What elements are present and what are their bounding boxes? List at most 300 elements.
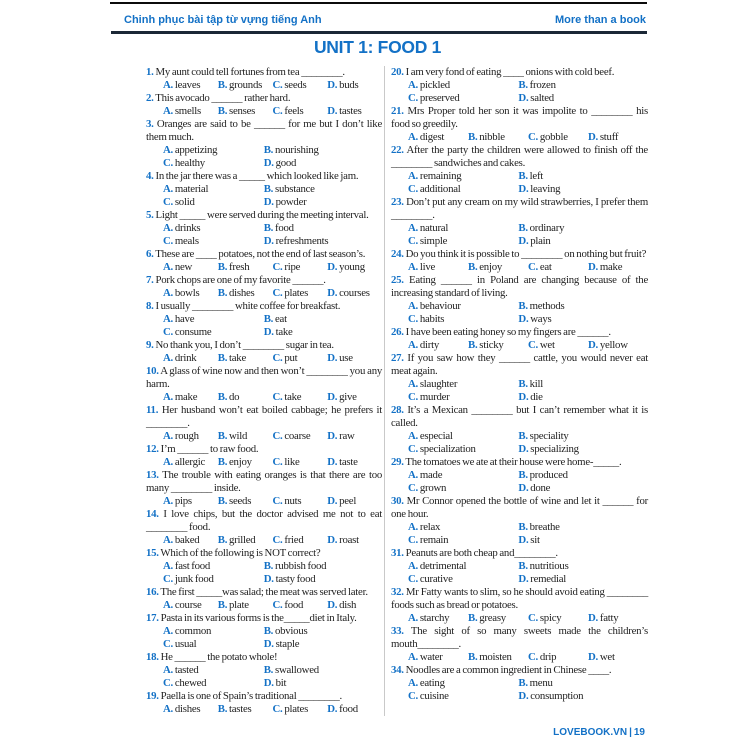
options — [146, 352, 382, 365]
option-text: fried — [282, 534, 304, 546]
option-text: ordinary — [527, 222, 565, 234]
option-letter: B. — [217, 261, 228, 273]
question-number: 25. — [391, 274, 404, 286]
option-text: slaughter — [418, 378, 458, 390]
answer-option — [264, 664, 382, 677]
option-text: tasted — [173, 664, 199, 676]
option-text: frozen — [527, 79, 556, 91]
question-text: I usually ________ white coffee for breakfast. — [155, 300, 341, 312]
option-letter: B. — [217, 79, 228, 91]
option-letter: B. — [217, 105, 228, 117]
footer-brand: LOVEBOOK.VN — [553, 727, 628, 738]
option-letter: D. — [327, 703, 338, 715]
option-letter: D. — [588, 131, 598, 143]
option-text: swallowed — [273, 664, 319, 676]
option-text: menu — [527, 677, 553, 689]
answer-option — [327, 534, 382, 547]
option-letter: A. — [163, 430, 173, 442]
option-letter: A. — [163, 313, 173, 325]
answer-option — [163, 599, 218, 612]
option-letter: A. — [163, 625, 173, 637]
options — [391, 521, 648, 547]
question-number: 8. — [146, 300, 154, 312]
option-text: live — [418, 261, 436, 273]
option-text: seeds — [282, 79, 307, 91]
answer-option — [264, 196, 382, 209]
question-paragraph — [146, 118, 382, 144]
option-text: rubbish food — [273, 560, 327, 572]
answer-option — [327, 703, 382, 716]
option-text: wild — [227, 430, 248, 442]
option-letter: B. — [263, 664, 274, 676]
option-letter: D. — [327, 456, 338, 468]
option-letter: B. — [217, 599, 228, 611]
answer-option — [408, 131, 468, 144]
option-letter: B. — [518, 222, 528, 234]
question-number: 9. — [146, 339, 154, 351]
option-text: obvious — [273, 625, 308, 637]
option-text: eating — [418, 677, 445, 689]
answer-option — [518, 235, 648, 248]
question-paragraph — [391, 326, 648, 339]
option-text: curative — [418, 573, 453, 585]
option-letter: D. — [588, 612, 598, 624]
answer-option — [528, 651, 588, 664]
option-letter: A. — [163, 560, 173, 572]
option-letter: A. — [408, 300, 418, 312]
option-text: buds — [337, 79, 359, 91]
question-paragraph — [391, 352, 648, 378]
question-number: 20. — [391, 66, 404, 78]
question-paragraph — [391, 66, 648, 79]
answer-option — [518, 560, 648, 573]
question-text: These are ____ potatoes, not the end of last season’s. — [155, 248, 366, 260]
option-text: tasty food — [273, 573, 316, 585]
answer-option — [163, 105, 218, 118]
option-text: substance — [273, 183, 315, 195]
option-text: take — [227, 352, 246, 364]
option-letter: C. — [272, 79, 283, 91]
question-text: Mrs Proper told her son it was impolite to ________ his food so greedily. — [391, 105, 649, 130]
answer-option — [408, 469, 518, 482]
header-left-title: Chinh phục bài tập từ vựng tiếng Anh — [124, 14, 322, 26]
answer-option — [518, 378, 648, 391]
option-letter: D. — [518, 443, 529, 455]
answer-option — [327, 79, 382, 92]
options — [146, 456, 382, 469]
question-number: 14. — [146, 508, 159, 520]
option-letter: C. — [408, 443, 418, 455]
answer-option — [518, 391, 648, 404]
question-paragraph — [391, 664, 648, 677]
answer-option — [518, 677, 648, 690]
column-divider — [384, 66, 385, 716]
answer-option — [408, 300, 518, 313]
answer-option — [408, 443, 518, 456]
answer-option — [264, 638, 382, 651]
option-text: taste — [337, 456, 358, 468]
answer-option — [468, 339, 528, 352]
option-text: nourishing — [273, 144, 319, 156]
question — [146, 209, 382, 248]
option-letter: D. — [263, 573, 274, 585]
question-paragraph — [146, 612, 382, 625]
option-text: fatty — [598, 612, 619, 624]
option-text: remedial — [528, 573, 567, 585]
question-paragraph — [391, 586, 648, 612]
option-text: sit — [528, 534, 540, 546]
option-letter: A. — [163, 352, 173, 364]
option-text: wet — [598, 651, 615, 663]
option-text: seeds — [227, 495, 252, 507]
answer-option — [264, 222, 382, 235]
option-text: dirty — [418, 339, 439, 351]
option-letter: A. — [408, 469, 418, 481]
question-number: 22. — [391, 144, 404, 156]
answer-option — [273, 703, 328, 716]
option-letter: C. — [408, 92, 418, 104]
option-letter: A. — [408, 261, 418, 273]
answer-option — [163, 625, 264, 638]
answer-option — [163, 157, 264, 170]
option-letter: A. — [408, 339, 418, 351]
question-number: 10. — [146, 365, 159, 377]
option-letter: A. — [163, 391, 173, 403]
question-number: 1. — [146, 66, 154, 78]
option-letter: C. — [272, 430, 283, 442]
option-text: give — [337, 391, 357, 403]
answer-option — [273, 495, 328, 508]
question-paragraph — [391, 274, 648, 300]
option-letter: D. — [327, 79, 338, 91]
question-text: Light _____ were served during the meeting interval. — [155, 209, 369, 221]
option-letter: A. — [163, 287, 173, 299]
question — [146, 612, 382, 651]
answer-option — [163, 456, 218, 469]
answer-option — [218, 430, 273, 443]
question-number: 32. — [391, 586, 404, 598]
option-letter: C. — [408, 235, 418, 247]
answer-option — [264, 144, 382, 157]
option-letter: C. — [272, 391, 283, 403]
option-text: common — [173, 625, 212, 637]
question — [391, 196, 648, 248]
option-text: fast food — [173, 560, 211, 572]
option-text: course — [173, 599, 202, 611]
question-paragraph — [391, 625, 648, 651]
option-letter: A. — [163, 703, 173, 715]
option-text: moisten — [477, 651, 512, 663]
option-letter: D. — [327, 391, 338, 403]
answer-option — [163, 560, 264, 573]
question-text: Pork chops are one of my favorite ______. — [155, 274, 326, 286]
options — [146, 261, 382, 274]
options — [391, 378, 648, 404]
option-text: bowls — [173, 287, 200, 299]
answer-option — [163, 534, 218, 547]
question-text: I am very fond of eating ____ onions with cold beef. — [405, 66, 615, 78]
question-text: Mr Connor opened the bottle of wine and let it ______ for one hour. — [391, 495, 648, 520]
option-text: ways — [528, 313, 552, 325]
option-text: dishes — [173, 703, 201, 715]
options — [146, 560, 382, 586]
question — [391, 248, 648, 274]
question-text: No thank you, I don’t ________ sugar in tea. — [155, 339, 334, 351]
option-letter: C. — [163, 638, 173, 650]
question-number: 30. — [391, 495, 404, 507]
answer-option — [518, 430, 648, 443]
question-text: The first _____was salad; the meat was served later. — [160, 586, 368, 598]
option-text: nibble — [477, 131, 505, 143]
answer-option — [518, 170, 648, 183]
question — [146, 547, 382, 586]
option-letter: B. — [518, 170, 528, 182]
question-text: The tomatoes we ate at their house were home-_____. — [405, 456, 622, 468]
answer-option — [408, 677, 518, 690]
question — [146, 118, 382, 170]
question-paragraph — [146, 300, 382, 313]
question-number: 28. — [391, 404, 404, 416]
question-text: A glass of wine now and then won’t ________ you any harm. — [146, 365, 382, 390]
options — [391, 79, 648, 105]
option-letter: D. — [518, 690, 529, 702]
answer-option — [163, 430, 218, 443]
question-number: 6. — [146, 248, 154, 260]
option-text: consume — [173, 326, 212, 338]
option-text: tastes — [227, 703, 252, 715]
answer-option — [408, 235, 518, 248]
option-letter: B. — [217, 391, 228, 403]
answer-option — [163, 352, 218, 365]
question-number: 15. — [146, 547, 159, 559]
option-text: habits — [418, 313, 445, 325]
options — [146, 183, 382, 209]
option-letter: D. — [327, 261, 338, 273]
answer-option — [518, 92, 648, 105]
answer-option — [264, 183, 382, 196]
option-letter: B. — [217, 430, 228, 442]
answer-option — [408, 222, 518, 235]
option-letter: A. — [408, 677, 418, 689]
options — [391, 131, 648, 144]
answer-option — [163, 313, 264, 326]
question-paragraph — [146, 586, 382, 599]
option-text: relax — [418, 521, 441, 533]
question-text: This avocado ______ rather hard. — [155, 92, 291, 104]
option-text: especial — [418, 430, 453, 442]
answer-option — [163, 703, 218, 716]
answer-option — [518, 469, 648, 482]
answer-option — [218, 456, 273, 469]
answer-option — [163, 638, 264, 651]
option-text: do — [227, 391, 240, 403]
answer-option — [408, 534, 518, 547]
answer-option — [408, 482, 518, 495]
option-letter: A. — [408, 521, 418, 533]
question-paragraph — [391, 105, 648, 131]
answer-option — [163, 664, 264, 677]
options — [146, 313, 382, 339]
question-paragraph — [391, 144, 648, 170]
question-number: 24. — [391, 248, 404, 260]
option-letter: C. — [272, 495, 283, 507]
option-text: coarse — [282, 430, 311, 442]
question-text: The trouble with eating oranges is that there are too many ________ inside. — [146, 469, 382, 494]
answer-option — [273, 352, 328, 365]
option-text: speciality — [527, 430, 569, 442]
option-text: drink — [173, 352, 197, 364]
question-number: 17. — [146, 612, 159, 624]
option-letter: B. — [518, 677, 528, 689]
option-letter: A. — [163, 222, 173, 234]
option-letter: B. — [468, 339, 478, 351]
question — [146, 300, 382, 339]
option-letter: D. — [327, 534, 338, 546]
answer-option — [218, 79, 273, 92]
option-letter: B. — [263, 625, 274, 637]
question-text: Do you think it is possible to ________ on nothing but fruit? — [405, 248, 647, 260]
question — [146, 443, 382, 469]
option-text: have — [173, 313, 195, 325]
option-letter: D. — [518, 534, 529, 546]
option-text: rough — [173, 430, 199, 442]
column-right — [391, 66, 648, 716]
question-number: 34. — [391, 664, 404, 676]
option-letter: D. — [327, 495, 338, 507]
question — [391, 144, 648, 196]
question-number: 7. — [146, 274, 154, 286]
options — [146, 703, 382, 716]
answer-option — [264, 313, 382, 326]
options — [146, 105, 382, 118]
question-paragraph — [146, 365, 382, 391]
option-letter: B. — [217, 352, 228, 364]
option-text: take — [273, 326, 293, 338]
option-text: detrimental — [418, 560, 467, 572]
option-text: consumption — [528, 690, 584, 702]
question — [146, 404, 382, 443]
answer-option — [408, 573, 518, 586]
option-text: make — [598, 261, 623, 273]
option-text: nuts — [282, 495, 302, 507]
option-text: remaining — [418, 170, 462, 182]
question-paragraph — [146, 170, 382, 183]
answer-option — [327, 261, 382, 274]
question-text: Peanuts are both cheap and________. — [405, 547, 558, 559]
option-text: plates — [282, 287, 309, 299]
option-letter: D. — [263, 638, 274, 650]
question-paragraph — [146, 209, 382, 222]
option-text: baked — [173, 534, 200, 546]
answer-option — [163, 677, 264, 690]
question-text: If you saw how they ______ cattle, you would never eat meat again. — [391, 352, 648, 377]
option-text: grilled — [227, 534, 256, 546]
option-letter: B. — [518, 560, 528, 572]
answer-option — [264, 235, 382, 248]
question-number: 23. — [391, 196, 404, 208]
option-letter: A. — [163, 495, 173, 507]
option-letter: D. — [327, 287, 338, 299]
answer-option — [408, 313, 518, 326]
option-text: smells — [173, 105, 201, 117]
page-header — [124, 14, 646, 26]
answer-option — [468, 261, 528, 274]
option-text: junk food — [173, 573, 214, 585]
question — [146, 365, 382, 404]
option-text: food — [273, 222, 294, 234]
answer-option — [518, 300, 648, 313]
option-letter: C. — [528, 339, 538, 351]
option-text: simple — [418, 235, 448, 247]
question-text: I have been eating honey so my fingers are ______. — [405, 326, 611, 338]
option-letter: C. — [272, 352, 283, 364]
answer-option — [264, 560, 382, 573]
option-text: greasy — [477, 612, 506, 624]
option-text: put — [282, 352, 298, 364]
option-letter: D. — [263, 677, 274, 689]
column-left — [146, 66, 382, 716]
question-number: 33. — [391, 625, 404, 637]
option-text: die — [528, 391, 543, 403]
question-number: 18. — [146, 651, 159, 663]
option-letter: C. — [163, 157, 173, 169]
option-text: salted — [528, 92, 554, 104]
option-text: leaving — [528, 183, 561, 195]
option-letter: D. — [263, 235, 274, 247]
answer-option — [408, 690, 518, 703]
answer-option — [327, 287, 382, 300]
question-text: Eating ______ in Poland are changing because of the increasing standard of living. — [391, 274, 648, 299]
answer-option — [327, 456, 382, 469]
answer-option — [273, 261, 328, 274]
option-letter: C. — [272, 599, 283, 611]
option-text: usual — [173, 638, 197, 650]
header-rule — [111, 31, 647, 34]
question — [391, 586, 648, 625]
answer-option — [408, 261, 468, 274]
answer-option — [273, 391, 328, 404]
answer-option — [218, 703, 273, 716]
option-letter: A. — [163, 105, 173, 117]
answer-option — [327, 391, 382, 404]
content — [146, 66, 649, 716]
answer-option — [163, 495, 218, 508]
option-text: dish — [337, 599, 357, 611]
option-letter: A. — [408, 131, 418, 143]
option-letter: B. — [263, 144, 274, 156]
question — [146, 274, 382, 300]
option-text: sticky — [477, 339, 504, 351]
header-right-title: More than a book — [554, 14, 646, 26]
answer-option — [218, 287, 273, 300]
question-number: 21. — [391, 105, 404, 117]
question-paragraph — [146, 66, 382, 79]
question-paragraph — [146, 547, 382, 560]
footer — [551, 727, 645, 738]
option-letter: A. — [163, 261, 173, 273]
question — [391, 495, 648, 547]
question-paragraph — [146, 92, 382, 105]
question-paragraph — [146, 274, 382, 287]
option-letter: D. — [518, 235, 529, 247]
option-letter: A. — [163, 534, 173, 546]
question-text: I’m ______ to raw food. — [160, 443, 259, 455]
question — [146, 469, 382, 508]
option-text: drip — [538, 651, 557, 663]
option-letter: A. — [163, 599, 173, 611]
option-letter: C. — [272, 261, 283, 273]
question — [146, 170, 382, 209]
